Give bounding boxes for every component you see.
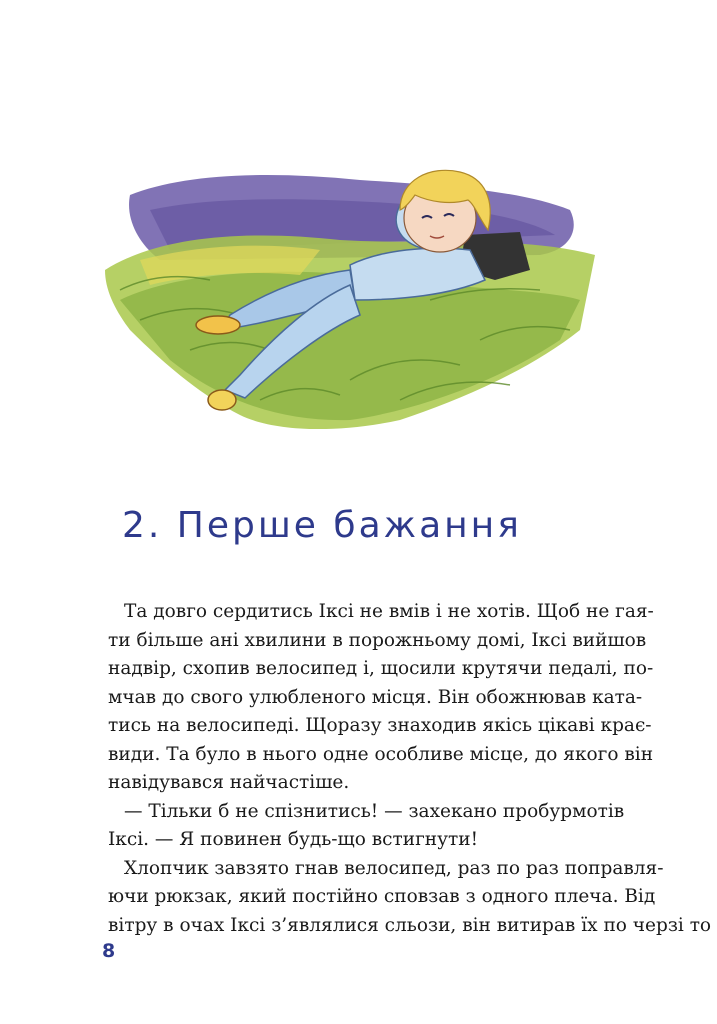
boy-in-grass-illustration bbox=[100, 150, 600, 440]
chapter-title: 2. Перше бажання bbox=[122, 505, 522, 546]
text-line: мчав до свого улюбленого місця. Він обожнював ката- bbox=[108, 686, 643, 708]
text-line: Хлопчик завзято гнав велосипед, раз по раз поправля- bbox=[124, 857, 664, 879]
text-line: надвір, схопив велосипед і, щосили крутячи педалі, по- bbox=[108, 658, 654, 679]
text-line: тись на велосипеді. Щоразу знаходив якісь цікаві крає- bbox=[108, 715, 652, 736]
text-line: Іксі. — Я повинен будь-що встигнути! bbox=[108, 829, 479, 850]
text-line: вітру в очах Іксі з’являлися сльози, він витирав їх по черзі то bbox=[108, 914, 712, 936]
text-line: — Тільки б не спізнитись! — захекано пробурмотів bbox=[124, 800, 625, 822]
text-line: ючи рюкзак, який постійно сповзав з одного плеча. Від bbox=[108, 886, 656, 907]
text-line: види. Та було в нього одне особливе місце, до якого він bbox=[108, 743, 654, 765]
boy-shoe-front bbox=[208, 390, 236, 410]
body-text bbox=[108, 598, 712, 940]
boy-shoe-back bbox=[196, 316, 240, 334]
text-line: навідувався найчастіше. bbox=[108, 772, 350, 793]
page-number: 8 bbox=[102, 940, 116, 962]
text-line: Та довго сердитись Іксі не вмів і не хотів. Щоб не гая- bbox=[124, 601, 654, 622]
text-line: ти більше ані хвилини в порожньому домі, Іксі вийшов bbox=[108, 629, 647, 651]
